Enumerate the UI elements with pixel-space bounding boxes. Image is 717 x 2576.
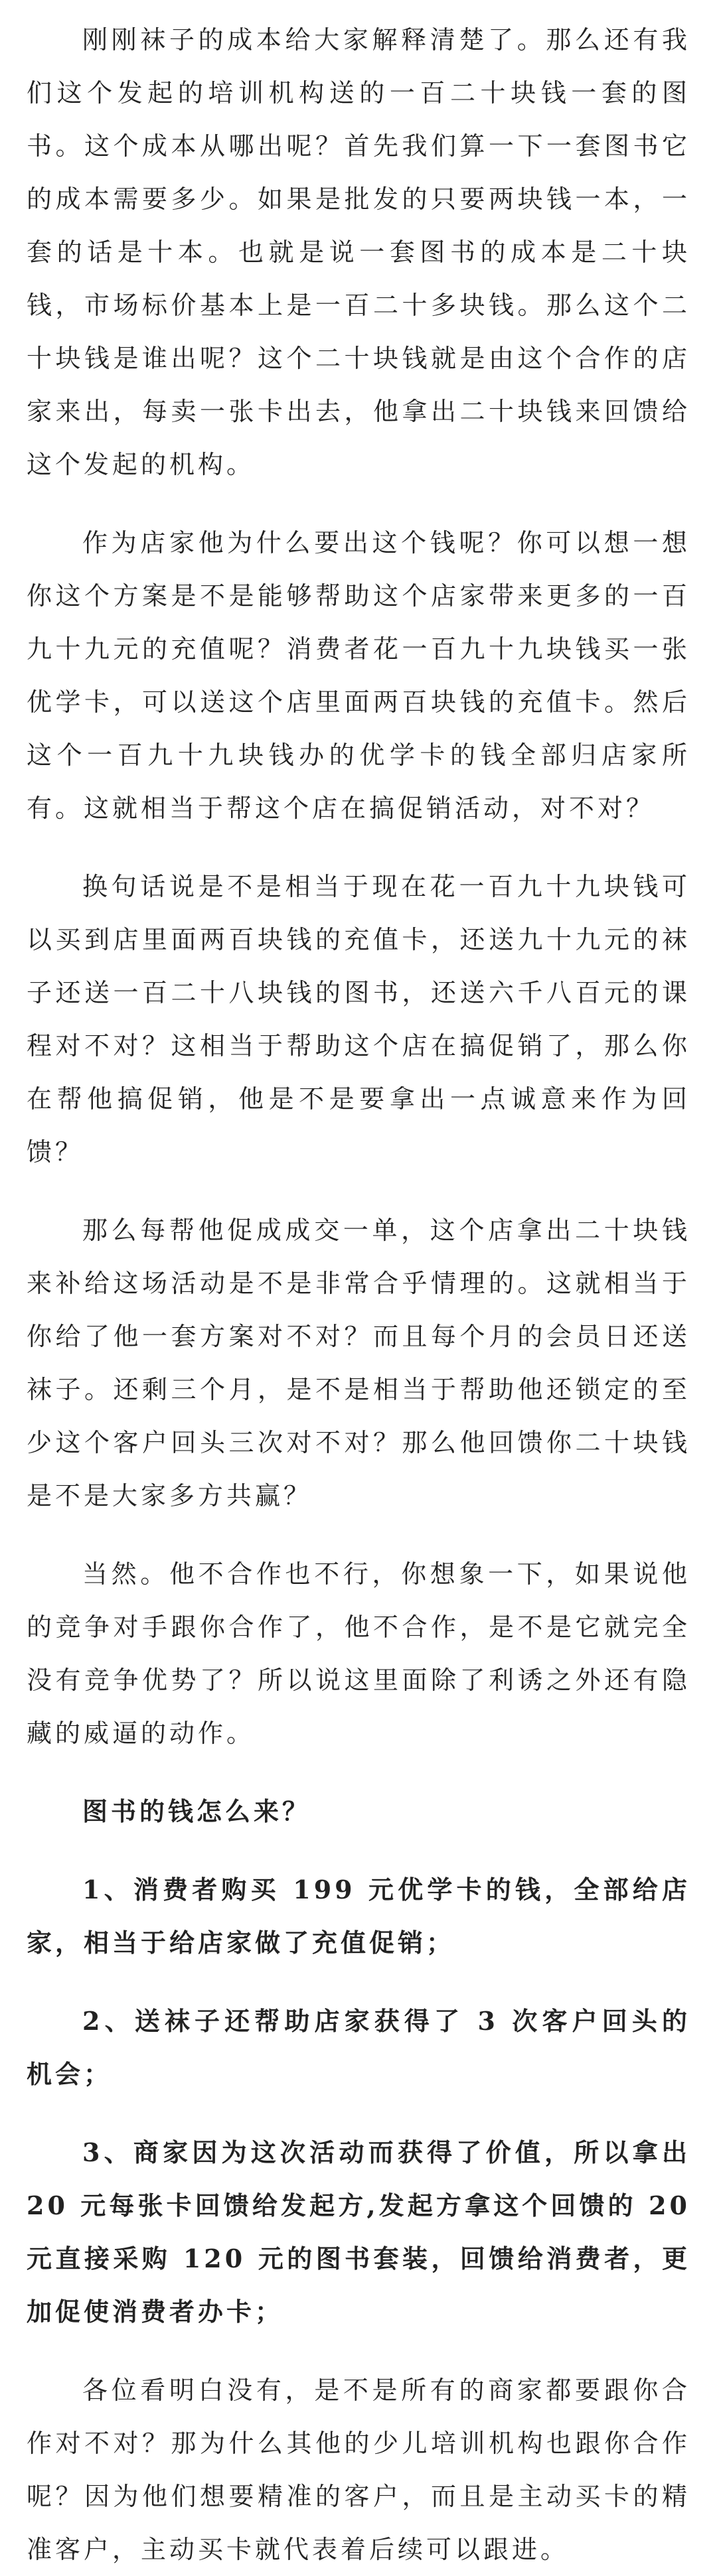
paragraph-promotion: 换句话说是不是相当于现在花一百九十九块钱可以买到店里面两百块钱的充值卡，还送九十九元的袜子还送一百二十八块钱的图书，还送六千八百元的课程对不对？这相当于帮助这个店在搞促销了，那么你在帮他搞促销，他是不是要拿出一点诚意来作为回馈？ [27, 872, 690, 1167]
paragraph-conclusion: 各位看明白没有，是不是所有的商家都要跟你合作对不对？那为什么其他的少儿培训机构也跟你合作呢？因为他们想要精准的客户，而且是主动买卡的精准客户，主动买卡就代表着后续可以跟进。 [27, 2376, 690, 2564]
list-item-2: 2、送袜子还帮助店家获得了 3 次客户回头的机会； [27, 2006, 690, 2089]
paragraph-store-pays: 作为店家他为什么要出这个钱呢？你可以想一想你这个方案是不是能够帮助这个店家带来更多的一百九十九元的充值呢？消费者花一百九十九块钱买一张优学卡，可以送这个店里面两百块钱的充值卡。然后这个一百九十九块钱办的优学卡的钱全部归店家所有。这就相当于帮这个店在搞促销活动，对不对？ [27, 528, 690, 823]
paragraph-competition: 当然。他不合作也不行，你想象一下，如果说他的竞争对手跟你合作了，他不合作，是不是它就完全没有竞争优势了？所以说这里面除了利诱之外还有隐藏的威逼的动作。 [27, 1559, 690, 1748]
paragraph-reasonable: 那么每帮他促成成交一单，这个店拿出二十块钱来补给这场活动是不是非常合乎情理的。这就相当于你给了他一套方案对不对？而且每个月的会员日还送袜子。还剩三个月，是不是相当于帮助他还锁定的至少这个客户回头三次对不对？那么他回馈你二十块钱是不是大家多方共赢？ [27, 1216, 690, 1510]
section-heading-book-money: 图书的钱怎么来？ [82, 1796, 311, 1826]
paragraph-sock-cost: 刚刚袜子的成本给大家解释清楚了。那么还有我们这个发起的培训机构送的一百二十块钱一套的图书。这个成本从哪出呢？首先我们算一下一套图书它的成本需要多少。如果是批发的只要两块钱一本，一套的话是十本。也就是说一套图书的成本是二十块钱，市场标价基本上是一百二十多块钱。那么这个二十块钱是谁出呢？这个二十块钱就是由这个合作的店家来出，每卖一张卡出去，他拿出二十块钱来回馈给这个发起的机构。 [27, 25, 690, 479]
list-item-3: 3、商家因为这次活动而获得了价值，所以拿出 20 元每张卡回馈给发起方,发起方拿这个回馈的 20元直接采购 120 元的图书套装，回馈给消费者，更加促使消费者办卡； [27, 2137, 690, 2326]
list-item-1: 1、消费者购买 199 元优学卡的钱，全部给店家，相当于给店家做了充值促销； [27, 1875, 690, 1958]
